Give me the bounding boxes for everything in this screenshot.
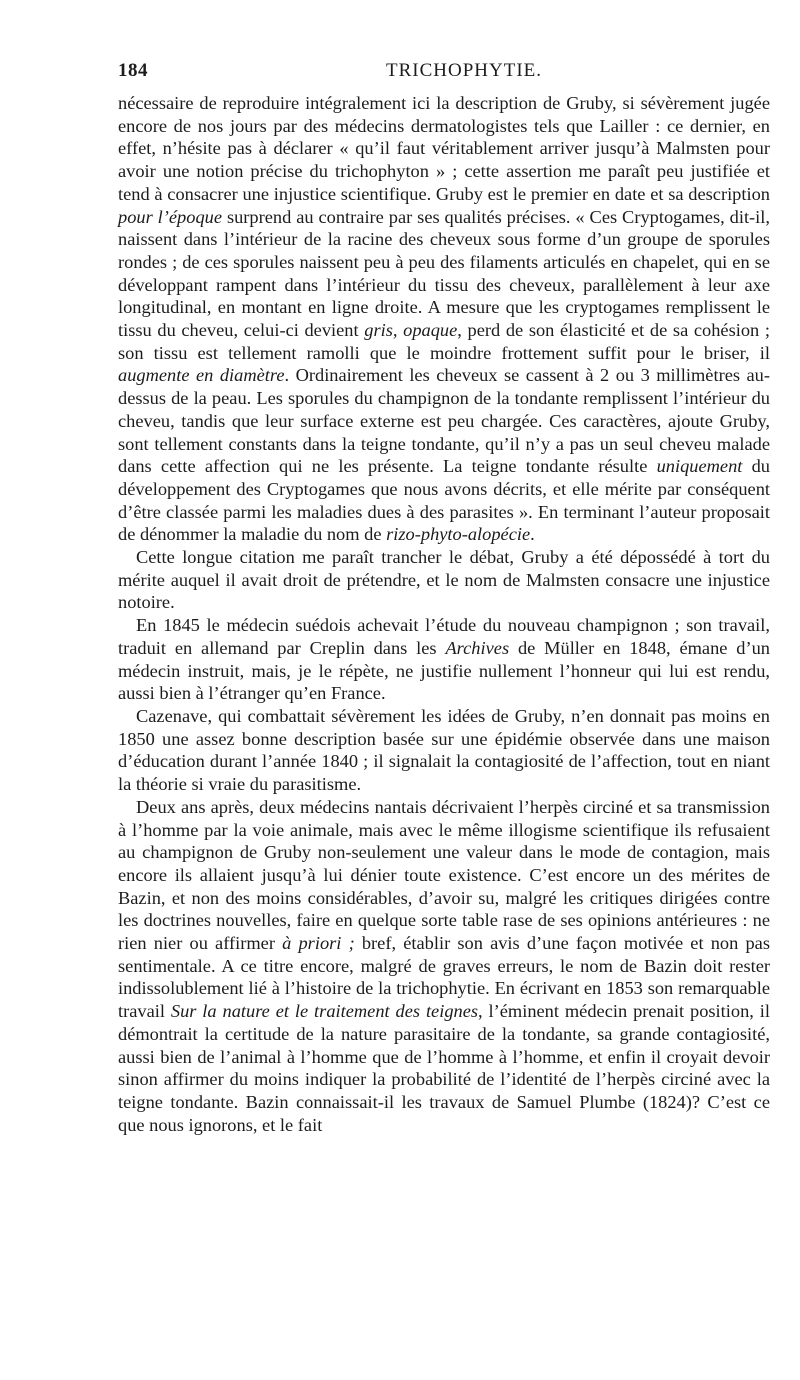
paragraph [118,92,770,546]
text-segment: , l’éminent médecin prenait position, il démontrait la certitude de la nature parasitaire de la tondante, sa grande contagiosité, aussi bien de l’animal à l’homme que de l’homme à l’homme, et enfin il croyait devoir sinon affirmer du moins indiquer la probabilité de l’identité de l’herpès circiné avec la teigne tondante. Bazin connaissait-il les travaux de Samuel Plumbe (1824)? C’est ce que nous ignorons, et le fait [118,1001,770,1135]
page-number: 184 [118,60,148,81]
paragraph [118,796,770,1137]
text-segment: Cazenave, qui combattait sévèrement les idées de Gruby, n’en donnait pas moins en 1850 une assez bonne description basée sur une épidémie observée dans une maison d’éducation durant l’année 1840 ; il signalait la contagiosité de l’affection, tout en niant la théorie si vraie du parasitisme. [118,705,770,795]
text-segment: En 1845 le médecin suédois achevait l’étude du nouveau champignon ; son travail, traduit en allemand par Creplin dans les [118,615,770,658]
text-segment: surprend au contraire par ses qualités précises. « Ces Cryptogames, dit-il, naissent dans l’intérieur de la racine des cheveux sous forme d’un groupe de sporules rondes ; de ces sporules naissent peu à peu des filaments articulés en chapelet, qui en se développant rampent dans l’intérieur du tissu des cheveux, parallèlement à leur axe longitudinal, en montant en ligne droite. A mesure que les cryptogames remplissent le tissu du cheveu, celui-ci devient [118,206,771,341]
body-text [118,92,770,1136]
text-segment: . [530,524,535,545]
running-title: TRICHOPHYTIE. [385,60,543,81]
italic-text: Sur la nature et le traitement des teignes [170,1001,479,1022]
text-segment: Cette longue citation me paraît trancher le débat, Gruby a été dépossédé à tort du mérite auquel il avait droit de prétendre, et le nom de Malmsten consacre une injustice notoire. [118,547,770,613]
text-segment: nécessaire de reproduire intégralement ici la description de Gruby, si sévèrement jugée encore de nos jours par des médecins dermatologistes tels que Lailler : ce dernier, en effet, n’hésite pas à déclarer « qu’il faut véritablement arriver jusqu’à Malmsten pour avoir une notion précise du trichophyton » ; cette assertion me paraît peu justifiée et tend à consacrer une injustice scientifique. Gruby est le premier en date et sa description [118,93,770,204]
paragraph [118,614,770,705]
text-segment: . Ordinairement les cheveux se cassent à 2 ou 3 millimètres au-dessus de la peau. Les sporules du champignon de la tondante remplissent l’intérieur du cheveu, tandis que leur surface externe est peu chargée. Ces caractères, ajoute Gruby, sont tellement constants dans la teigne tondante, qu’il n’y a pas un seul cheveu malade dans cette affection qui ne les présente. La teigne tondante résulte [118,365,770,477]
italic-text: rizo-phyto-alopécie [386,524,531,545]
text-segment: Deux ans après, deux médecins nantais décrivaient l’herpès circiné et sa transmission à l’homme par la voie animale, mais avec le même illogisme scientifique ils refusaient au champignon de Gruby non-seulement une valeur dans le mode de contagion, mais encore ils allaient jusqu’à lui dénier toute existence. C’est encore un des mérites de Bazin, et non des moins considérables, d’avoir su, malgré les critiques dirigées contre les doctrines nouvelles, faire en quelque sorte table rase de ses opinions antérieures : ne rien nier ou affirmer [118,796,770,954]
italic-text: uniquement [656,456,743,477]
text-segment: de Müller en 1848, émane d’un médecin instruit, mais, je le répète, ne justifie nullement l’honneur qui lui est rendu, aussi bien à l’étranger qu’en France. [118,637,770,704]
page-header [118,60,770,90]
italic-text: augmente en diamètre [118,365,285,386]
text-segment: du développement des Cryptogames que nous avons décrits, et elle mérite par conséquent d’être classée parmi les maladies dues à des parasites ». En terminant l’auteur proposait de dénommer la maladie du nom de [118,456,770,545]
italic-text: à priori ; [282,933,355,954]
text-segment: , perd de son élasticité et de sa cohésion ; son tissu est tellement ramolli que le moindre frottement suffit pour le briser, il [118,320,770,363]
italic-text: gris, opaque [364,320,458,341]
paragraph [118,546,770,614]
paragraph [118,705,770,796]
italic-text: pour l’époque [118,206,223,227]
italic-text: Archives [445,637,510,658]
text-segment: bref, établir son avis d’une façon motivée et non pas sentimentale. A ce titre encore, malgré de graves erreurs, le nom de Bazin doit rester indissolublement lié à l’histoire de la trichophytie. En écrivant en 1853 son remarquable travail [118,933,770,1022]
